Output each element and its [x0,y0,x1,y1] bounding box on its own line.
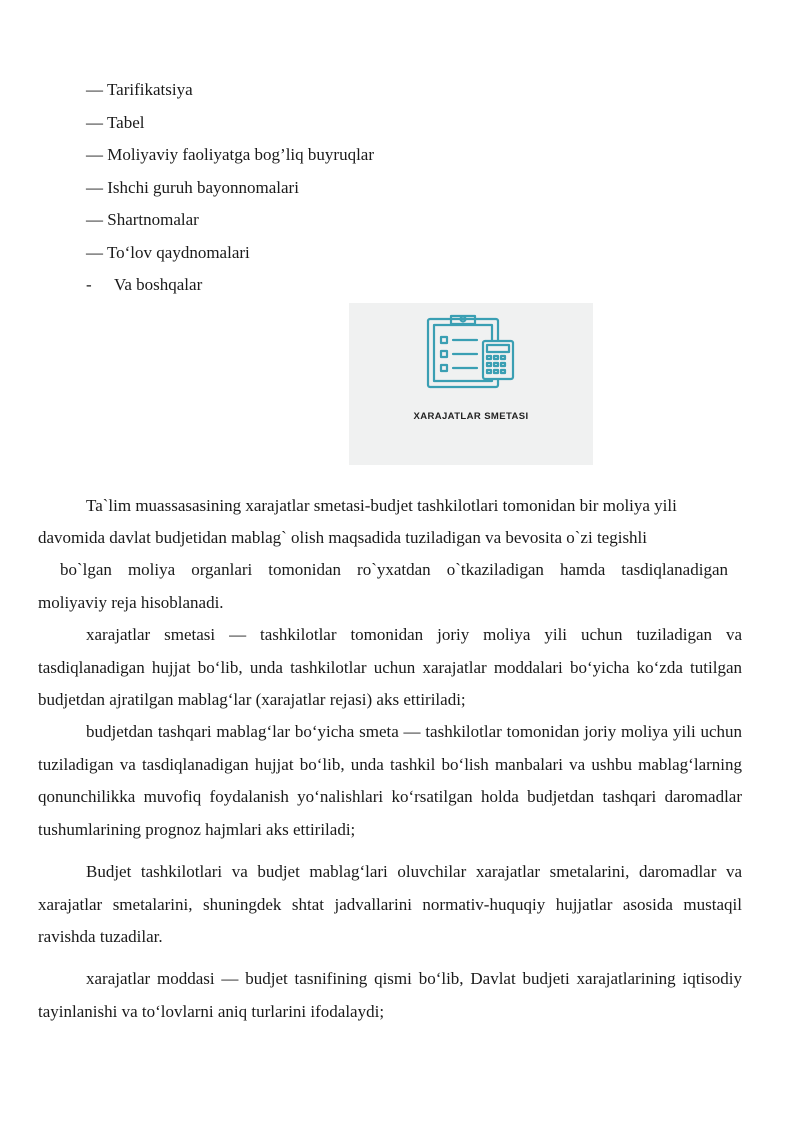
paragraph-estimate-definition-cont [38,522,742,555]
list-dash: — [86,80,103,99]
paragraph-line: bo`lgan moliya organlari tomonidan ro`yxatdan o`tkaziladigan hamda tasdiqlanadigan [60,560,728,579]
figure-caption: XARAJATLAR SMETASI [413,411,529,422]
list-dash: — [86,177,103,197]
paragraph-budget-organizations [38,856,742,954]
paragraph-expense-estimate [38,619,742,717]
list-dash: — [86,112,103,132]
paragraph-estimate-definition-cont [60,554,728,587]
list-item [86,139,374,172]
estimate-figure [349,303,593,465]
list-item [86,269,374,302]
list-item-text: Va boshqalar [113,275,203,294]
paragraph-estimate-definition [38,490,742,523]
document-list [86,74,374,302]
paragraph-line: moliyaviy reja hisoblanadi. [38,593,224,612]
list-dash: — [86,242,103,262]
list-item-text: Moliyaviy faoliyatga bog’liq buyruqlar [107,145,374,164]
list-item [86,107,374,140]
list-item-text: To‘lov qaydnomalari [106,242,250,262]
paragraph-line: Ta`lim muassasasining xarajatlar smetasi-budjet tashkilotlari tomonidan bir moliya yili [86,496,677,515]
list-item [86,204,374,237]
paragraph-text: Budjet tashkilotlari va budjet mablag‘lari oluvchilar xarajatlar smetalarini, daromadlar va xarajatlar smetalarini, shuningdek shtat jadvallarini normativ-huquqiy hujjatlar asosida mustaqil ravishda tuzadilar. [38,862,742,946]
list-dash: - [86,275,92,294]
paragraph-text: xarajatlar smetasi — tashkilotlar tomonidan joriy moliya yili uchun tuziladigan va tasdiqlanadigan hujjat bo‘lib, unda tashkilotlar uchun xarajatlar moddalari bo‘yicha ko‘zda tutilgan budjetdan ajratilgan mablag‘lar (xarajatlar rejasi) aks ettiriladi; [38,625,742,709]
list-item-text: Tabel [106,112,145,132]
paragraph-expense-item [38,963,742,1028]
list-item [86,74,374,107]
paragraph-text: xarajatlar moddasi — budjet tasnifining qismi bo‘lib, Davlat budjeti xarajatlarining iqtisodiy tayinlanishi va to‘lovlarni aniq turlarini ifodalaydi; [38,969,742,1021]
paragraph-extrabudget-estimate [38,716,742,846]
list-dash: — [86,145,103,164]
list-item-text: Ishchi guruh bayonnomalari [107,177,299,197]
list-item [86,237,374,270]
list-item-text: Shartnomalar [107,210,199,229]
paragraph-text: budjetdan tashqari mablag‘lar bo‘yicha smeta — tashkilotlar tomonidan joriy moliya yili uchun tuziladigan va tasdiqlanadigan hujjat bo‘lib, unda tashkil bo‘lish manbalari va ushbu mablag‘larning qonunchilikka muvofiq foydalanish yo‘nalishlari ko‘rsatilgan holda budjetdan tashqari daromadlar tushumlarining prognoz hajmlari aks ettiriladi; [38,722,742,839]
list-item [86,172,374,205]
paragraph-estimate-definition-end [38,587,742,620]
paragraph-line: davomida davlat budjetidan mablag` olish maqsadida tuziladigan va bevosita o`zi tegishli [38,528,648,547]
list-item-text: Tarifikatsiya [106,80,193,99]
clipboard-calculator-icon [425,311,519,391]
list-dash: — [86,210,103,229]
